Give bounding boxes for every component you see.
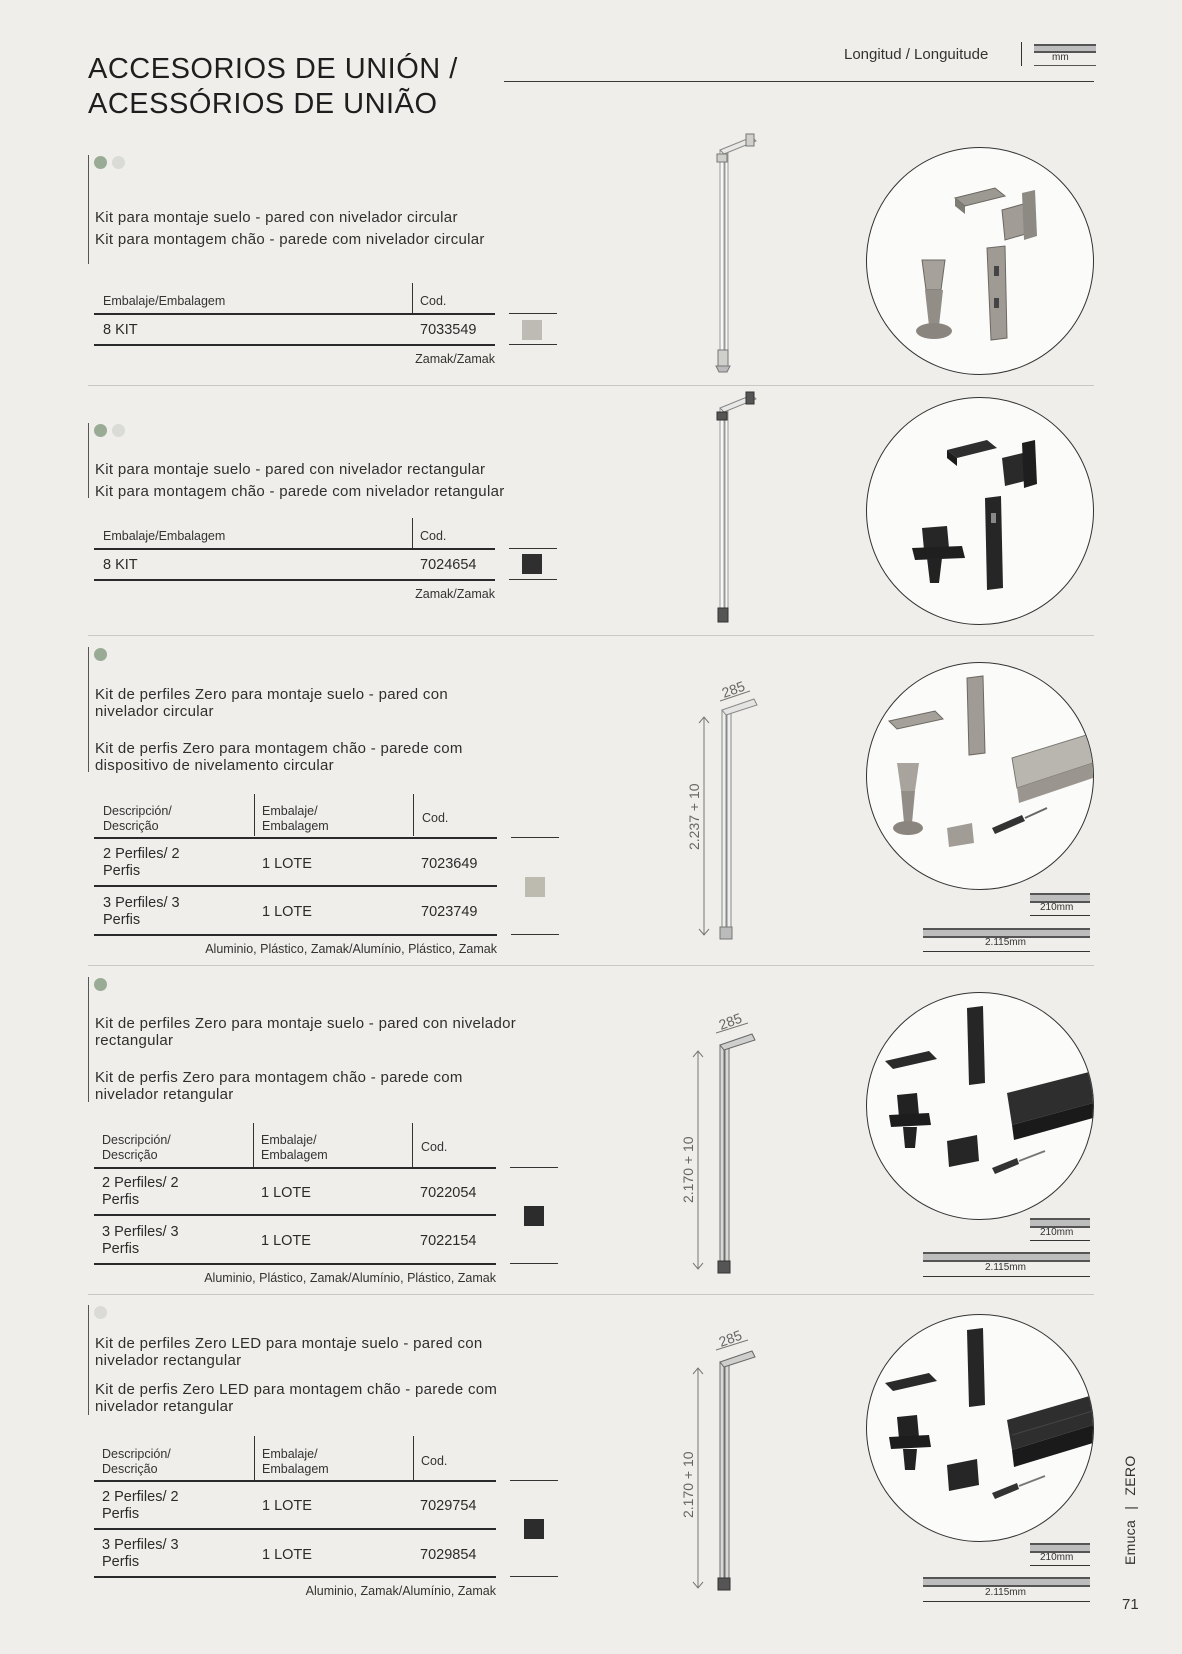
page-title	[88, 52, 458, 122]
profile-drawing	[700, 390, 770, 630]
product-photo-circle	[866, 397, 1094, 625]
length-legend-separator	[1021, 42, 1022, 66]
brand-separator: |	[1122, 1505, 1138, 1510]
col-header-code: Cod.	[422, 811, 449, 825]
ruler-short-label: 210mm	[1040, 1227, 1074, 1238]
page-title-line2: ACESSÓRIOS DE UNIÃO	[88, 88, 438, 120]
length-legend-label: Longitud / Longuitude	[844, 46, 989, 63]
description-es: Kit de perfiles Zero para montaje suelo - pared con nivelador circular	[95, 686, 448, 720]
description-pt: Kit de perfis Zero para montagem chão - parede com nivelador retangular	[95, 1069, 463, 1103]
section-marker-bar	[88, 155, 89, 264]
product-photo-circle	[866, 992, 1094, 1220]
cell-code: 7023749	[421, 904, 478, 920]
color-swatch	[524, 1519, 544, 1539]
section-marker-bar	[88, 1305, 89, 1415]
product-description	[95, 209, 555, 248]
dim-depth-label: 285	[716, 1009, 744, 1033]
material-label: Zamak/Zamak	[415, 352, 495, 366]
profile-dimension-drawing	[672, 665, 772, 945]
color-swatch	[522, 554, 542, 574]
col-header-pack: Embalaje/ Embalagem	[261, 1133, 328, 1162]
color-swatch	[525, 877, 545, 897]
material-label: Aluminio, Plástico, Zamak/Alumínio, Plástico, Zamak	[204, 1271, 496, 1285]
ruler-long-icon	[923, 1252, 1090, 1262]
section-marker-bar	[88, 977, 89, 1102]
table-col-divider	[254, 1436, 255, 1480]
ruler-long-underline	[923, 1601, 1090, 1602]
table-row-rule	[94, 1528, 496, 1530]
material-label: Aluminio, Zamak/Alumínio, Zamak	[305, 1584, 496, 1598]
section-separator	[88, 965, 1094, 966]
table-bottom-rule	[94, 579, 495, 581]
cell-desc: 3 Perfiles/ 3 Perfis	[102, 1537, 179, 1570]
ruler-short-label: 210mm	[1040, 902, 1074, 913]
cell-pack: 1 LOTE	[262, 1547, 312, 1563]
swatch-top-rule	[510, 1480, 558, 1481]
section-separator	[88, 1294, 1094, 1295]
table-col-divider	[413, 1436, 414, 1480]
cell-code: 7023649	[421, 856, 478, 872]
section-marker-bar	[88, 647, 89, 772]
product-description	[95, 686, 515, 774]
table-row-rule	[94, 885, 497, 887]
col-header-pack: Embalaje/Embalagem	[103, 529, 226, 543]
product-photo-circle	[866, 1314, 1094, 1542]
table-col-divider	[412, 1123, 413, 1167]
col-header-code: Cod.	[420, 529, 447, 543]
ruler-short-label: 210mm	[1040, 1552, 1074, 1563]
col-header-pack: Embalaje/ Embalagem	[262, 1447, 329, 1476]
color-swatch	[522, 320, 542, 340]
kit-pieces-image	[867, 1315, 1093, 1541]
kit-pieces-image	[867, 148, 1093, 374]
brand-name: Emuca	[1122, 1519, 1138, 1565]
col-header-pack: Embalaje/Embalagem	[103, 294, 226, 308]
dim-depth-label: 285	[719, 677, 747, 701]
color-dot-green	[94, 156, 107, 169]
table-bottom-rule	[94, 1576, 496, 1578]
product-photo-circle	[866, 662, 1094, 890]
color-dot-grey	[112, 424, 125, 437]
collection-name: ZERO	[1122, 1455, 1138, 1496]
kit-pieces-image	[867, 993, 1093, 1219]
cell-pack: 1 LOTE	[262, 904, 312, 920]
col-header-code: Cod.	[420, 294, 447, 308]
page-number: 71	[1122, 1596, 1139, 1613]
cell-pack: 1 LOTE	[261, 1233, 311, 1249]
color-dot-green	[94, 648, 107, 661]
col-header-desc: Descripción/ Descrição	[102, 1447, 171, 1476]
swatch-top-rule	[509, 548, 557, 549]
section-separator	[88, 385, 1094, 386]
dim-height-label: 2.170 + 10	[680, 1451, 696, 1518]
ruler-long-label: 2.115mm	[985, 1587, 1026, 1598]
cell-pack: 1 LOTE	[262, 1498, 312, 1514]
cell-code: 7022154	[420, 1233, 477, 1249]
description-es: Kit para montaje suelo - pared con nivelador rectangular	[95, 461, 486, 478]
cell-desc: 3 Perfiles/ 3 Perfis	[102, 1224, 179, 1257]
cell-pack: 1 LOTE	[261, 1185, 311, 1201]
description-pt: Kit para montagem chão - parede com nivelador circular	[95, 231, 485, 248]
swatch-top-rule	[510, 1167, 558, 1168]
col-header-code: Cod.	[421, 1140, 448, 1154]
col-header-desc: Descripción/ Descrição	[103, 804, 172, 833]
ruler-long-icon	[923, 1577, 1090, 1587]
swatch-rule	[511, 934, 559, 935]
section-marker-bar	[88, 423, 89, 498]
swatch-top-rule	[511, 837, 559, 838]
description-es: Kit de perfiles Zero para montaje suelo - pared con nivelador rectangular	[95, 1015, 517, 1049]
ruler-long-underline	[923, 1276, 1090, 1277]
color-dot-green	[94, 978, 107, 991]
cell-code: 7029754	[420, 1498, 477, 1514]
section-separator	[88, 635, 1094, 636]
swatch-rule	[510, 1576, 558, 1577]
ruler-short-underline	[1030, 1240, 1090, 1241]
cell-desc: 2 Perfiles/ 2 Perfis	[102, 1175, 179, 1208]
material-label: Zamak/Zamak	[415, 587, 495, 601]
description-es: Kit de perfiles Zero LED para montaje suelo - pared con nivelador rectangular	[95, 1335, 483, 1369]
col-header-desc: Descripción/ Descrição	[102, 1133, 171, 1162]
cell-pack: 1 LOTE	[262, 856, 312, 872]
table-col-divider	[413, 794, 414, 836]
kit-pieces-image	[867, 663, 1093, 889]
cell-desc: 3 Perfiles/ 3 Perfis	[103, 895, 180, 928]
table-header-rule	[94, 1167, 496, 1169]
table-header-rule	[94, 313, 495, 315]
table-row-rule	[94, 1214, 496, 1216]
brand-collection-label	[1122, 1455, 1138, 1565]
color-swatch	[524, 1206, 544, 1226]
product-description	[95, 461, 555, 500]
table-bottom-rule	[94, 344, 495, 346]
kit-pieces-image	[867, 398, 1093, 624]
table-col-divider	[253, 1123, 254, 1167]
table-header-rule	[94, 837, 497, 839]
table-col-divider	[412, 283, 413, 314]
material-label: Aluminio, Plástico, Zamak/Alumínio, Plástico, Zamak	[205, 942, 497, 956]
swatch-top-rule	[509, 313, 557, 314]
cell-code: 7029854	[420, 1547, 477, 1563]
ruler-long-label: 2.115mm	[985, 937, 1026, 948]
description-pt: Kit para montagem chão - parede com nivelador retangular	[95, 483, 505, 500]
color-dot-grey	[112, 156, 125, 169]
cell-code: 7033549	[420, 322, 477, 338]
profile-dimension-drawing	[672, 1318, 772, 1593]
length-legend-unit: mm	[1052, 52, 1069, 63]
profile-dimension-drawing	[672, 1003, 772, 1278]
table-header-rule	[94, 1480, 496, 1482]
table-bottom-rule	[94, 1263, 496, 1265]
table-header-rule	[94, 548, 495, 550]
cell-pack: 8 KIT	[103, 322, 138, 338]
cell-code: 7024654	[420, 557, 477, 573]
table-bottom-rule	[94, 934, 497, 936]
cell-desc: 2 Perfiles/ 2 Perfis	[102, 1489, 179, 1522]
product-description	[95, 1335, 515, 1415]
ruler-long-label: 2.115mm	[985, 1262, 1026, 1273]
col-header-pack: Embalaje/ Embalagem	[262, 804, 329, 833]
page-title-line1: ACCESORIOS DE UNIÓN /	[88, 53, 458, 85]
cell-pack: 8 KIT	[103, 557, 138, 573]
color-dot-grey	[94, 1306, 107, 1319]
swatch-rule	[510, 1263, 558, 1264]
product-photo-circle	[866, 147, 1094, 375]
description-pt: Kit de perfis Zero para montagem chão - parede com dispositivo de nivelamento circular	[95, 740, 463, 774]
swatch-rule	[509, 344, 557, 345]
header-rule	[504, 81, 1094, 82]
description-es: Kit para montaje suelo - pared con nivelador circular	[95, 209, 458, 226]
ruler-long-underline	[923, 951, 1090, 952]
ruler-short-underline	[1030, 915, 1090, 916]
cell-code: 7022054	[420, 1185, 477, 1201]
ruler-short-underline	[1030, 1565, 1090, 1566]
profile-drawing	[700, 132, 770, 377]
dim-height-label: 2.237 + 10	[686, 783, 702, 850]
length-legend-underline	[1034, 65, 1096, 66]
col-header-code: Cod.	[421, 1454, 448, 1468]
cell-desc: 2 Perfiles/ 2 Perfis	[103, 846, 180, 879]
product-description	[95, 1015, 555, 1103]
dim-depth-label: 285	[716, 1326, 744, 1350]
table-col-divider	[254, 794, 255, 836]
description-pt: Kit de perfis Zero LED para montagem chão - parede com nivelador retangular	[95, 1381, 498, 1415]
dim-height-label: 2.170 + 10	[680, 1136, 696, 1203]
swatch-rule	[509, 579, 557, 580]
table-col-divider	[412, 518, 413, 549]
color-dot-green	[94, 424, 107, 437]
